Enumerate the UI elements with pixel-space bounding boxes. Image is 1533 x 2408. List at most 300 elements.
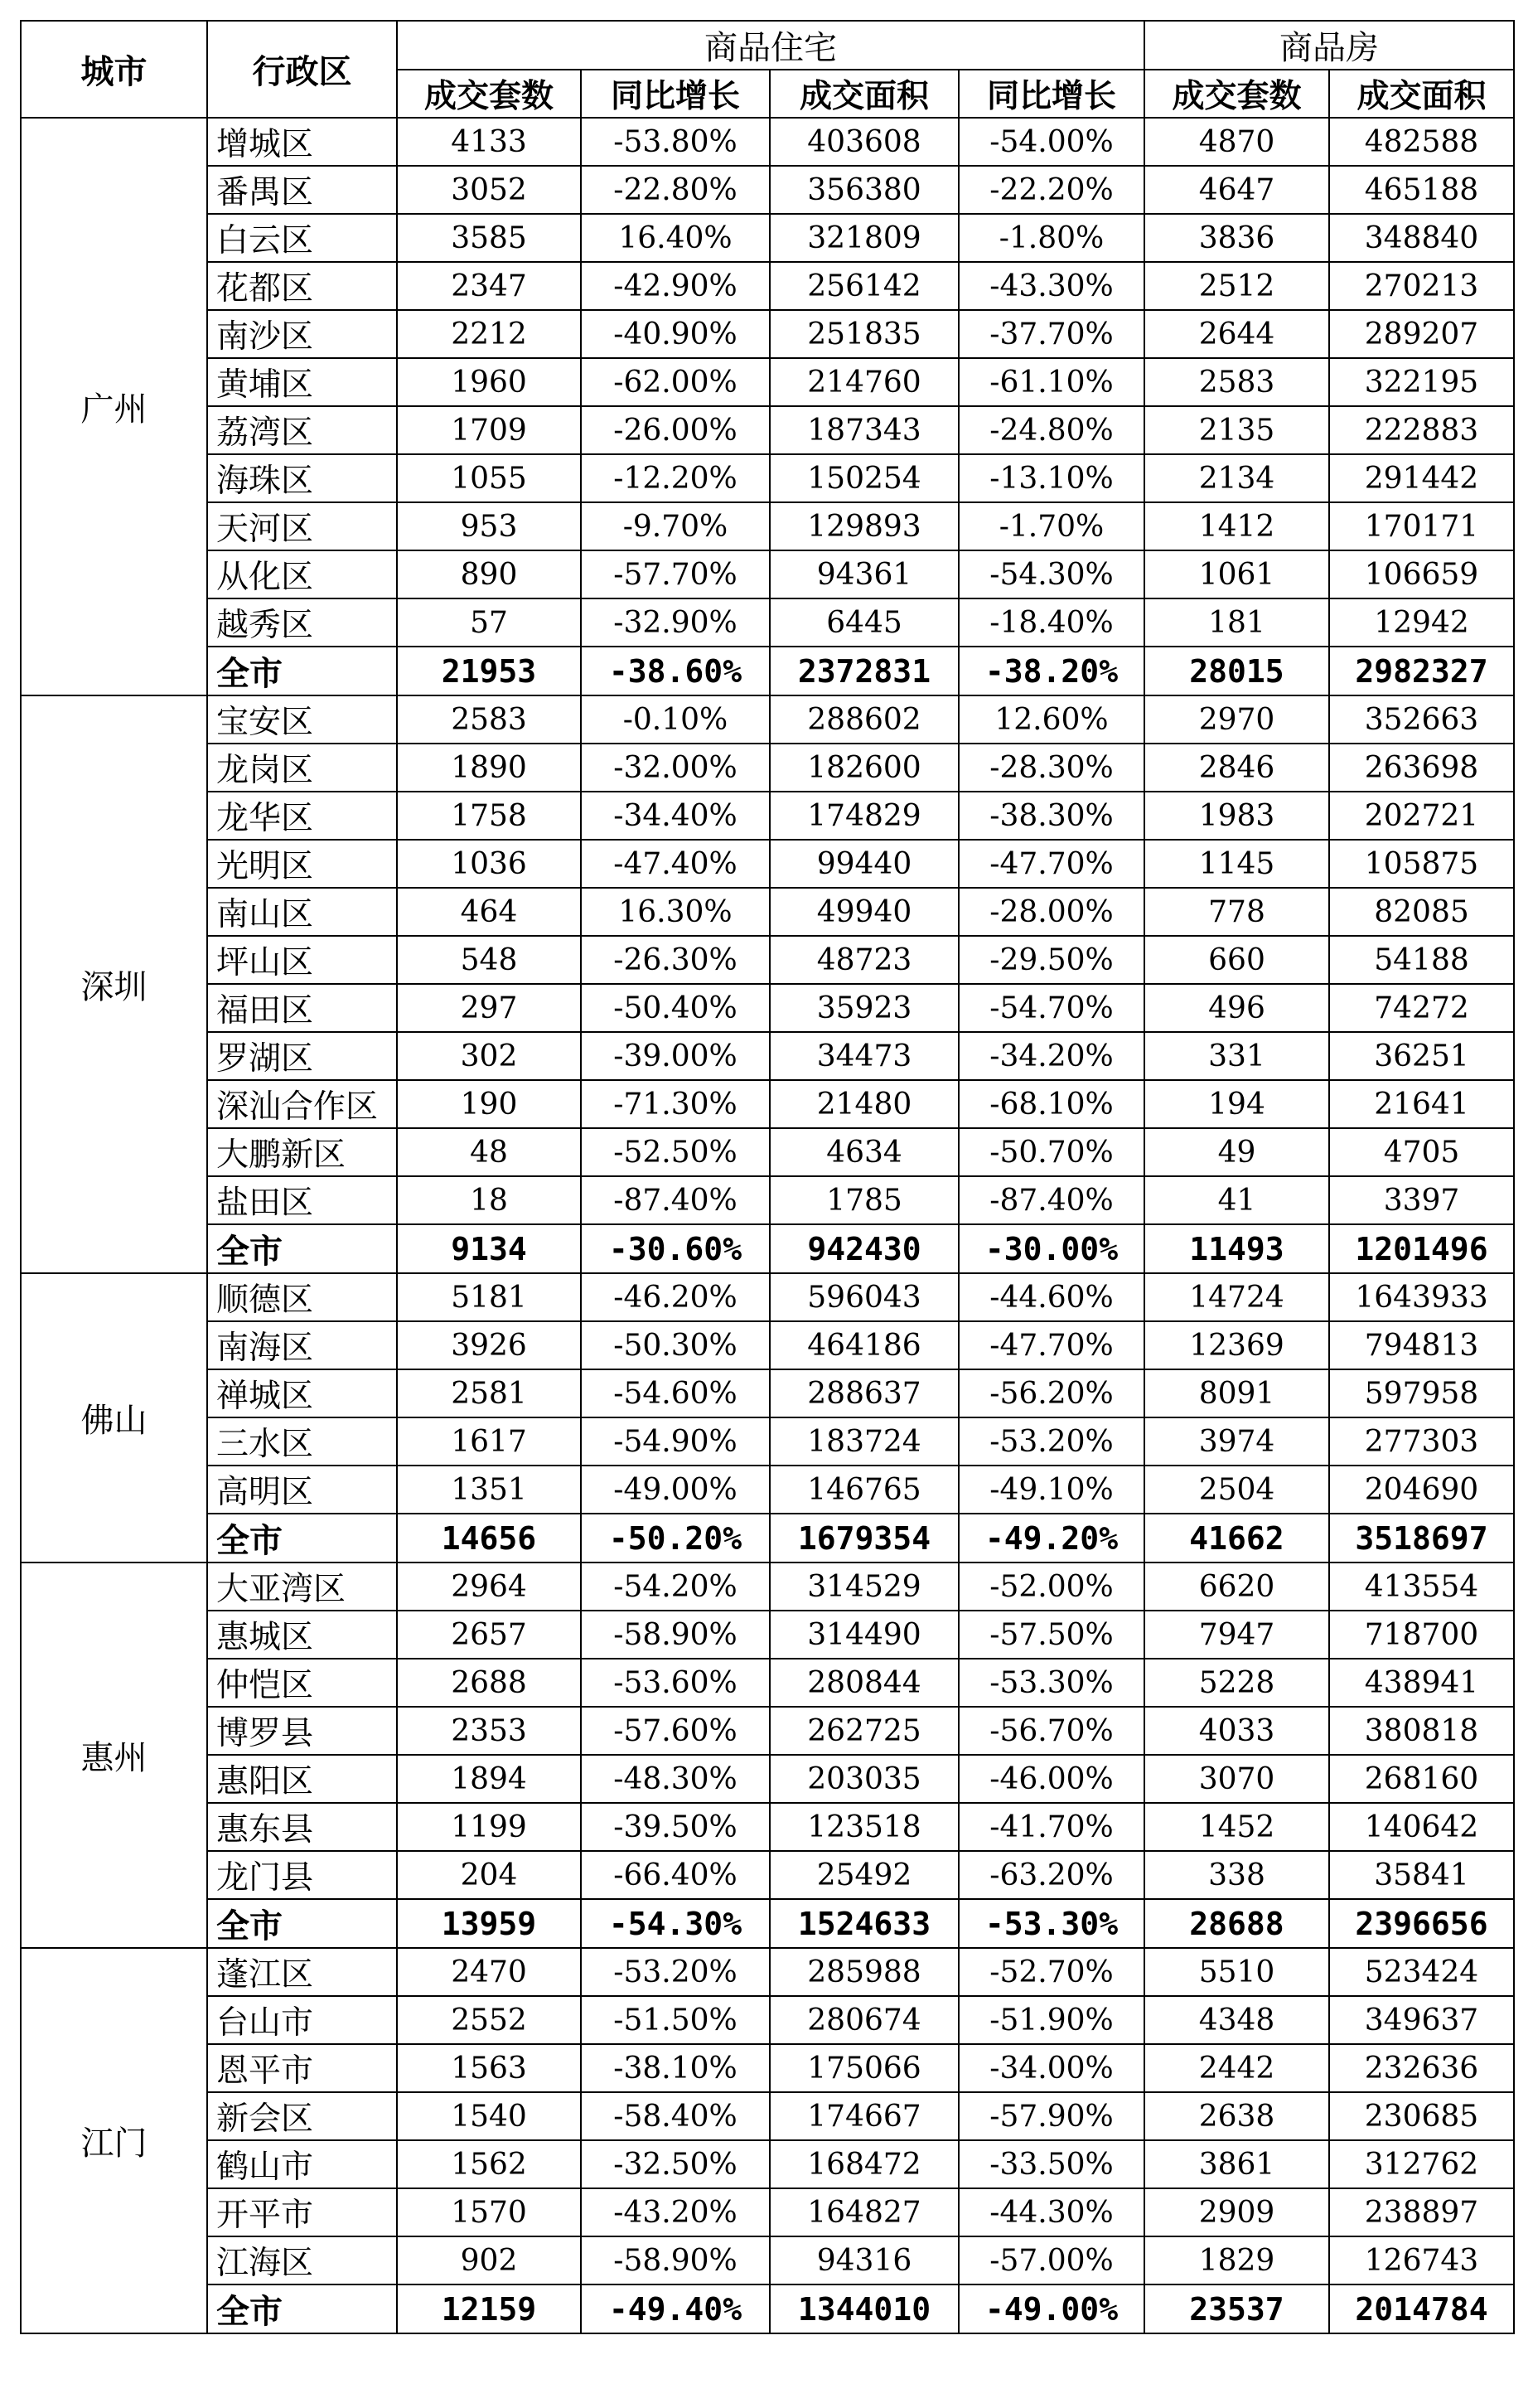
units-yoy-cell: -34.40%	[581, 792, 770, 840]
district-cell: 新会区	[207, 2092, 397, 2140]
table-row	[21, 936, 1514, 984]
units-cell: 14656	[397, 1514, 581, 1563]
units-yoy-cell: -87.40%	[581, 1176, 770, 1224]
table-row	[21, 502, 1514, 550]
area-yoy-cell: -41.70%	[959, 1803, 1144, 1851]
com-units-cell: 2134	[1144, 454, 1329, 502]
com-units-cell: 181	[1144, 598, 1329, 647]
com-units-cell: 496	[1144, 984, 1329, 1032]
district-cell: 江海区	[207, 2236, 397, 2284]
com-area-cell: 230685	[1329, 2092, 1514, 2140]
com-units-cell: 778	[1144, 888, 1329, 936]
area-yoy-cell: -44.60%	[959, 1273, 1144, 1321]
units-yoy-cell: -26.00%	[581, 406, 770, 454]
district-cell: 南海区	[207, 1321, 397, 1369]
com-area-cell: 4705	[1329, 1128, 1514, 1176]
table-row	[21, 1948, 1514, 1996]
units-yoy-cell: -48.30%	[581, 1755, 770, 1803]
area-yoy-cell: -57.90%	[959, 2092, 1144, 2140]
area-cell: 182600	[770, 744, 959, 792]
com-units-cell: 194	[1144, 1080, 1329, 1128]
com-area-cell: 202721	[1329, 792, 1514, 840]
com-area-cell: 2982327	[1329, 647, 1514, 695]
city-cell: 广州	[21, 118, 207, 695]
district-cell: 白云区	[207, 214, 397, 262]
com-units-cell: 2846	[1144, 744, 1329, 792]
units-yoy-cell: -26.30%	[581, 936, 770, 984]
area-yoy-cell: -57.50%	[959, 1611, 1144, 1659]
area-cell: 164827	[770, 2188, 959, 2236]
district-cell: 开平市	[207, 2188, 397, 2236]
area-cell: 285988	[770, 1948, 959, 1996]
table-row	[21, 214, 1514, 262]
district-cell: 全市	[207, 1224, 397, 1273]
units-yoy-cell: -52.50%	[581, 1128, 770, 1176]
units-yoy-cell: -51.50%	[581, 1996, 770, 2044]
units-cell: 2353	[397, 1707, 581, 1755]
district-cell: 宝安区	[207, 695, 397, 744]
com-units-cell: 331	[1144, 1032, 1329, 1080]
district-cell: 惠阳区	[207, 1755, 397, 1803]
units-cell: 3926	[397, 1321, 581, 1369]
district-cell: 罗湖区	[207, 1032, 397, 1080]
com-units-cell: 41	[1144, 1176, 1329, 1224]
units-yoy-cell: -38.60%	[581, 647, 770, 695]
com-area-cell: 465188	[1329, 166, 1514, 214]
units-yoy-cell: -43.20%	[581, 2188, 770, 2236]
area-yoy-cell: -18.40%	[959, 598, 1144, 647]
table-row	[21, 1611, 1514, 1659]
area-yoy-cell: -44.30%	[959, 2188, 1144, 2236]
com-area-cell: 232636	[1329, 2044, 1514, 2092]
area-cell: 256142	[770, 262, 959, 310]
district-cell: 恩平市	[207, 2044, 397, 2092]
table-row	[21, 744, 1514, 792]
header-com-units: 成交套数	[1144, 70, 1329, 118]
area-yoy-cell: -51.90%	[959, 1996, 1144, 2044]
com-area-cell: 1643933	[1329, 1273, 1514, 1321]
units-cell: 302	[397, 1032, 581, 1080]
com-area-cell: 54188	[1329, 936, 1514, 984]
units-cell: 1709	[397, 406, 581, 454]
header-res-units: 成交套数	[397, 70, 581, 118]
header-res-area: 成交面积	[770, 70, 959, 118]
area-cell: 464186	[770, 1321, 959, 1369]
area-cell: 314529	[770, 1563, 959, 1611]
district-cell: 从化区	[207, 550, 397, 598]
com-area-cell: 413554	[1329, 1563, 1514, 1611]
com-units-cell: 2504	[1144, 1466, 1329, 1514]
com-area-cell: 222883	[1329, 406, 1514, 454]
area-cell: 214760	[770, 358, 959, 406]
area-yoy-cell: -49.00%	[959, 2284, 1144, 2333]
district-cell: 大亚湾区	[207, 1563, 397, 1611]
district-cell: 全市	[207, 1514, 397, 1563]
com-units-cell: 3974	[1144, 1417, 1329, 1466]
units-cell: 1570	[397, 2188, 581, 2236]
com-units-cell: 4647	[1144, 166, 1329, 214]
com-area-cell: 270213	[1329, 262, 1514, 310]
com-area-cell: 1201496	[1329, 1224, 1514, 1273]
units-cell: 2470	[397, 1948, 581, 1996]
units-yoy-cell: -9.70%	[581, 502, 770, 550]
com-units-cell: 338	[1144, 1851, 1329, 1899]
com-units-cell: 7947	[1144, 1611, 1329, 1659]
district-cell: 花都区	[207, 262, 397, 310]
table-row	[21, 1851, 1514, 1899]
area-cell: 1785	[770, 1176, 959, 1224]
table-row	[21, 840, 1514, 888]
table-row	[21, 1755, 1514, 1803]
area-yoy-cell: -38.30%	[959, 792, 1144, 840]
area-cell: 94316	[770, 2236, 959, 2284]
area-yoy-cell: -43.30%	[959, 262, 1144, 310]
units-cell: 2581	[397, 1369, 581, 1417]
table-row	[21, 262, 1514, 310]
com-units-cell: 660	[1144, 936, 1329, 984]
com-area-cell: 21641	[1329, 1080, 1514, 1128]
area-yoy-cell: -47.70%	[959, 840, 1144, 888]
district-cell: 海珠区	[207, 454, 397, 502]
district-cell: 光明区	[207, 840, 397, 888]
table-row	[21, 1273, 1514, 1321]
district-cell: 博罗县	[207, 1707, 397, 1755]
table-row	[21, 2044, 1514, 2092]
com-units-cell: 1412	[1144, 502, 1329, 550]
table-row	[21, 1032, 1514, 1080]
area-yoy-cell: -34.20%	[959, 1032, 1144, 1080]
com-area-cell: 482588	[1329, 118, 1514, 166]
com-area-cell: 289207	[1329, 310, 1514, 358]
units-cell: 1540	[397, 2092, 581, 2140]
table-row	[21, 1563, 1514, 1611]
area-cell: 596043	[770, 1273, 959, 1321]
com-area-cell: 438941	[1329, 1659, 1514, 1707]
units-yoy-cell: -32.00%	[581, 744, 770, 792]
total-row	[21, 1514, 1514, 1563]
units-yoy-cell: -58.90%	[581, 2236, 770, 2284]
com-units-cell: 6620	[1144, 1563, 1329, 1611]
com-units-cell: 5510	[1144, 1948, 1329, 1996]
com-units-cell: 14724	[1144, 1273, 1329, 1321]
area-yoy-cell: -87.40%	[959, 1176, 1144, 1224]
com-area-cell: 105875	[1329, 840, 1514, 888]
com-units-cell: 3070	[1144, 1755, 1329, 1803]
com-units-cell: 2442	[1144, 2044, 1329, 2092]
units-yoy-cell: -32.90%	[581, 598, 770, 647]
header-res-units-yoy: 同比增长	[581, 70, 770, 118]
area-yoy-cell: -54.70%	[959, 984, 1144, 1032]
units-yoy-cell: -49.40%	[581, 2284, 770, 2333]
area-cell: 288637	[770, 1369, 959, 1417]
units-yoy-cell: -57.60%	[581, 1707, 770, 1755]
units-yoy-cell: -12.20%	[581, 454, 770, 502]
units-yoy-cell: -32.50%	[581, 2140, 770, 2188]
area-cell: 129893	[770, 502, 959, 550]
district-cell: 天河区	[207, 502, 397, 550]
header-district: 行政区	[207, 21, 397, 118]
area-cell: 1524633	[770, 1899, 959, 1948]
sales-table	[20, 20, 1515, 2334]
area-yoy-cell: -54.00%	[959, 118, 1144, 166]
area-cell: 183724	[770, 1417, 959, 1466]
area-yoy-cell: -53.30%	[959, 1659, 1144, 1707]
units-cell: 464	[397, 888, 581, 936]
area-cell: 21480	[770, 1080, 959, 1128]
com-area-cell: 74272	[1329, 984, 1514, 1032]
area-cell: 168472	[770, 2140, 959, 2188]
table-row	[21, 1659, 1514, 1707]
com-area-cell: 291442	[1329, 454, 1514, 502]
com-units-cell: 4033	[1144, 1707, 1329, 1755]
area-yoy-cell: -49.10%	[959, 1466, 1144, 1514]
units-yoy-cell: -54.60%	[581, 1369, 770, 1417]
units-cell: 4133	[397, 118, 581, 166]
table-row	[21, 1996, 1514, 2044]
area-yoy-cell: -29.50%	[959, 936, 1144, 984]
com-units-cell: 5228	[1144, 1659, 1329, 1707]
units-yoy-cell: -58.40%	[581, 2092, 770, 2140]
units-cell: 3585	[397, 214, 581, 262]
area-yoy-cell: -13.10%	[959, 454, 1144, 502]
district-cell: 蓬江区	[207, 1948, 397, 1996]
district-cell: 南沙区	[207, 310, 397, 358]
table-row	[21, 358, 1514, 406]
com-units-cell: 1829	[1144, 2236, 1329, 2284]
units-cell: 1758	[397, 792, 581, 840]
table-row	[21, 118, 1514, 166]
table-row	[21, 984, 1514, 1032]
units-cell: 1199	[397, 1803, 581, 1851]
com-area-cell: 3518697	[1329, 1514, 1514, 1563]
area-cell: 4634	[770, 1128, 959, 1176]
units-yoy-cell: -40.90%	[581, 310, 770, 358]
com-area-cell: 204690	[1329, 1466, 1514, 1514]
units-yoy-cell: -39.00%	[581, 1032, 770, 1080]
city-cell: 佛山	[21, 1273, 207, 1563]
header-group-residential: 商品住宅	[397, 21, 1144, 70]
com-area-cell: 82085	[1329, 888, 1514, 936]
area-cell: 280844	[770, 1659, 959, 1707]
units-cell: 9134	[397, 1224, 581, 1273]
units-yoy-cell: -0.10%	[581, 695, 770, 744]
table-row	[21, 1080, 1514, 1128]
area-cell: 94361	[770, 550, 959, 598]
com-area-cell: 2014784	[1329, 2284, 1514, 2333]
units-yoy-cell: 16.30%	[581, 888, 770, 936]
area-cell: 356380	[770, 166, 959, 214]
com-area-cell: 352663	[1329, 695, 1514, 744]
com-units-cell: 4348	[1144, 1996, 1329, 2044]
area-yoy-cell: -33.50%	[959, 2140, 1144, 2188]
table-row	[21, 2140, 1514, 2188]
com-area-cell: 312762	[1329, 2140, 1514, 2188]
district-cell: 大鹏新区	[207, 1128, 397, 1176]
district-cell: 惠城区	[207, 1611, 397, 1659]
table-row	[21, 406, 1514, 454]
com-units-cell: 1452	[1144, 1803, 1329, 1851]
units-cell: 2657	[397, 1611, 581, 1659]
district-cell: 全市	[207, 1899, 397, 1948]
area-cell: 280674	[770, 1996, 959, 2044]
district-cell: 黄埔区	[207, 358, 397, 406]
units-yoy-cell: 16.40%	[581, 214, 770, 262]
units-cell: 48	[397, 1128, 581, 1176]
com-area-cell: 126743	[1329, 2236, 1514, 2284]
area-yoy-cell: -22.20%	[959, 166, 1144, 214]
units-cell: 1055	[397, 454, 581, 502]
district-cell: 惠东县	[207, 1803, 397, 1851]
com-area-cell: 36251	[1329, 1032, 1514, 1080]
units-yoy-cell: -50.40%	[581, 984, 770, 1032]
com-units-cell: 2644	[1144, 310, 1329, 358]
units-cell: 1351	[397, 1466, 581, 1514]
units-yoy-cell: -53.80%	[581, 118, 770, 166]
com-area-cell: 380818	[1329, 1707, 1514, 1755]
units-cell: 953	[397, 502, 581, 550]
com-area-cell: 170171	[1329, 502, 1514, 550]
area-yoy-cell: -24.80%	[959, 406, 1144, 454]
com-area-cell: 794813	[1329, 1321, 1514, 1369]
area-cell: 403608	[770, 118, 959, 166]
area-cell: 48723	[770, 936, 959, 984]
units-cell: 2347	[397, 262, 581, 310]
header-group-commercial: 商品房	[1144, 21, 1514, 70]
area-yoy-cell: -53.30%	[959, 1899, 1144, 1948]
district-cell: 仲恺区	[207, 1659, 397, 1707]
area-cell: 314490	[770, 1611, 959, 1659]
units-yoy-cell: -38.10%	[581, 2044, 770, 2092]
table-row	[21, 598, 1514, 647]
units-yoy-cell: -22.80%	[581, 166, 770, 214]
units-yoy-cell: -54.30%	[581, 1899, 770, 1948]
table-row	[21, 695, 1514, 744]
area-cell: 321809	[770, 214, 959, 262]
district-cell: 荔湾区	[207, 406, 397, 454]
table-row	[21, 1417, 1514, 1466]
com-units-cell: 11493	[1144, 1224, 1329, 1273]
com-units-cell: 3836	[1144, 214, 1329, 262]
units-yoy-cell: -53.20%	[581, 1948, 770, 1996]
com-area-cell: 2396656	[1329, 1899, 1514, 1948]
area-cell: 174667	[770, 2092, 959, 2140]
units-yoy-cell: -39.50%	[581, 1803, 770, 1851]
com-area-cell: 718700	[1329, 1611, 1514, 1659]
area-cell: 262725	[770, 1707, 959, 1755]
com-area-cell: 268160	[1329, 1755, 1514, 1803]
district-cell: 全市	[207, 647, 397, 695]
units-yoy-cell: -62.00%	[581, 358, 770, 406]
table-row	[21, 2236, 1514, 2284]
table-row	[21, 550, 1514, 598]
area-cell: 25492	[770, 1851, 959, 1899]
units-yoy-cell: -50.20%	[581, 1514, 770, 1563]
area-yoy-cell: -63.20%	[959, 1851, 1144, 1899]
units-cell: 18	[397, 1176, 581, 1224]
units-cell: 1562	[397, 2140, 581, 2188]
area-yoy-cell: -28.30%	[959, 744, 1144, 792]
units-yoy-cell: -30.60%	[581, 1224, 770, 1273]
units-cell: 13959	[397, 1899, 581, 1948]
district-cell: 增城区	[207, 118, 397, 166]
area-cell: 203035	[770, 1755, 959, 1803]
com-units-cell: 1145	[1144, 840, 1329, 888]
district-cell: 台山市	[207, 1996, 397, 2044]
area-cell: 123518	[770, 1803, 959, 1851]
area-yoy-cell: -28.00%	[959, 888, 1144, 936]
com-units-cell: 12369	[1144, 1321, 1329, 1369]
com-units-cell: 3861	[1144, 2140, 1329, 2188]
com-area-cell: 523424	[1329, 1948, 1514, 1996]
area-yoy-cell: -38.20%	[959, 647, 1144, 695]
area-yoy-cell: -54.30%	[959, 550, 1144, 598]
com-area-cell: 3397	[1329, 1176, 1514, 1224]
com-units-cell: 1983	[1144, 792, 1329, 840]
area-yoy-cell: -52.70%	[959, 1948, 1144, 1996]
table-row	[21, 1128, 1514, 1176]
units-cell: 190	[397, 1080, 581, 1128]
area-cell: 1344010	[770, 2284, 959, 2333]
area-yoy-cell: -50.70%	[959, 1128, 1144, 1176]
com-units-cell: 2512	[1144, 262, 1329, 310]
total-row	[21, 2284, 1514, 2333]
district-cell: 龙岗区	[207, 744, 397, 792]
area-yoy-cell: -61.10%	[959, 358, 1144, 406]
units-yoy-cell: -58.90%	[581, 1611, 770, 1659]
city-cell: 江门	[21, 1948, 207, 2333]
com-area-cell: 263698	[1329, 744, 1514, 792]
area-yoy-cell: -37.70%	[959, 310, 1144, 358]
table-body	[21, 118, 1514, 2333]
area-yoy-cell: -30.00%	[959, 1224, 1144, 1273]
city-cell: 惠州	[21, 1563, 207, 1948]
total-row	[21, 647, 1514, 695]
area-yoy-cell: -1.80%	[959, 214, 1144, 262]
com-area-cell: 12942	[1329, 598, 1514, 647]
header-com-area: 成交面积	[1329, 70, 1514, 118]
com-units-cell: 2638	[1144, 2092, 1329, 2140]
city-cell: 深圳	[21, 695, 207, 1273]
com-area-cell: 597958	[1329, 1369, 1514, 1417]
area-cell: 187343	[770, 406, 959, 454]
units-cell: 3052	[397, 166, 581, 214]
area-yoy-cell: -56.70%	[959, 1707, 1144, 1755]
units-yoy-cell: -54.20%	[581, 1563, 770, 1611]
units-cell: 1617	[397, 1417, 581, 1466]
com-area-cell: 106659	[1329, 550, 1514, 598]
area-yoy-cell: -1.70%	[959, 502, 1144, 550]
com-units-cell: 28688	[1144, 1899, 1329, 1948]
area-yoy-cell: -57.00%	[959, 2236, 1144, 2284]
units-cell: 548	[397, 936, 581, 984]
com-units-cell: 28015	[1144, 647, 1329, 695]
area-cell: 288602	[770, 695, 959, 744]
area-yoy-cell: -49.20%	[959, 1514, 1144, 1563]
com-area-cell: 348840	[1329, 214, 1514, 262]
district-cell: 坪山区	[207, 936, 397, 984]
units-cell: 2964	[397, 1563, 581, 1611]
area-yoy-cell: -47.70%	[959, 1321, 1144, 1369]
com-units-cell: 2970	[1144, 695, 1329, 744]
com-units-cell: 41662	[1144, 1514, 1329, 1563]
units-cell: 297	[397, 984, 581, 1032]
district-cell: 全市	[207, 2284, 397, 2333]
area-cell: 34473	[770, 1032, 959, 1080]
area-yoy-cell: -56.20%	[959, 1369, 1144, 1417]
units-cell: 1036	[397, 840, 581, 888]
area-cell: 99440	[770, 840, 959, 888]
units-cell: 1960	[397, 358, 581, 406]
